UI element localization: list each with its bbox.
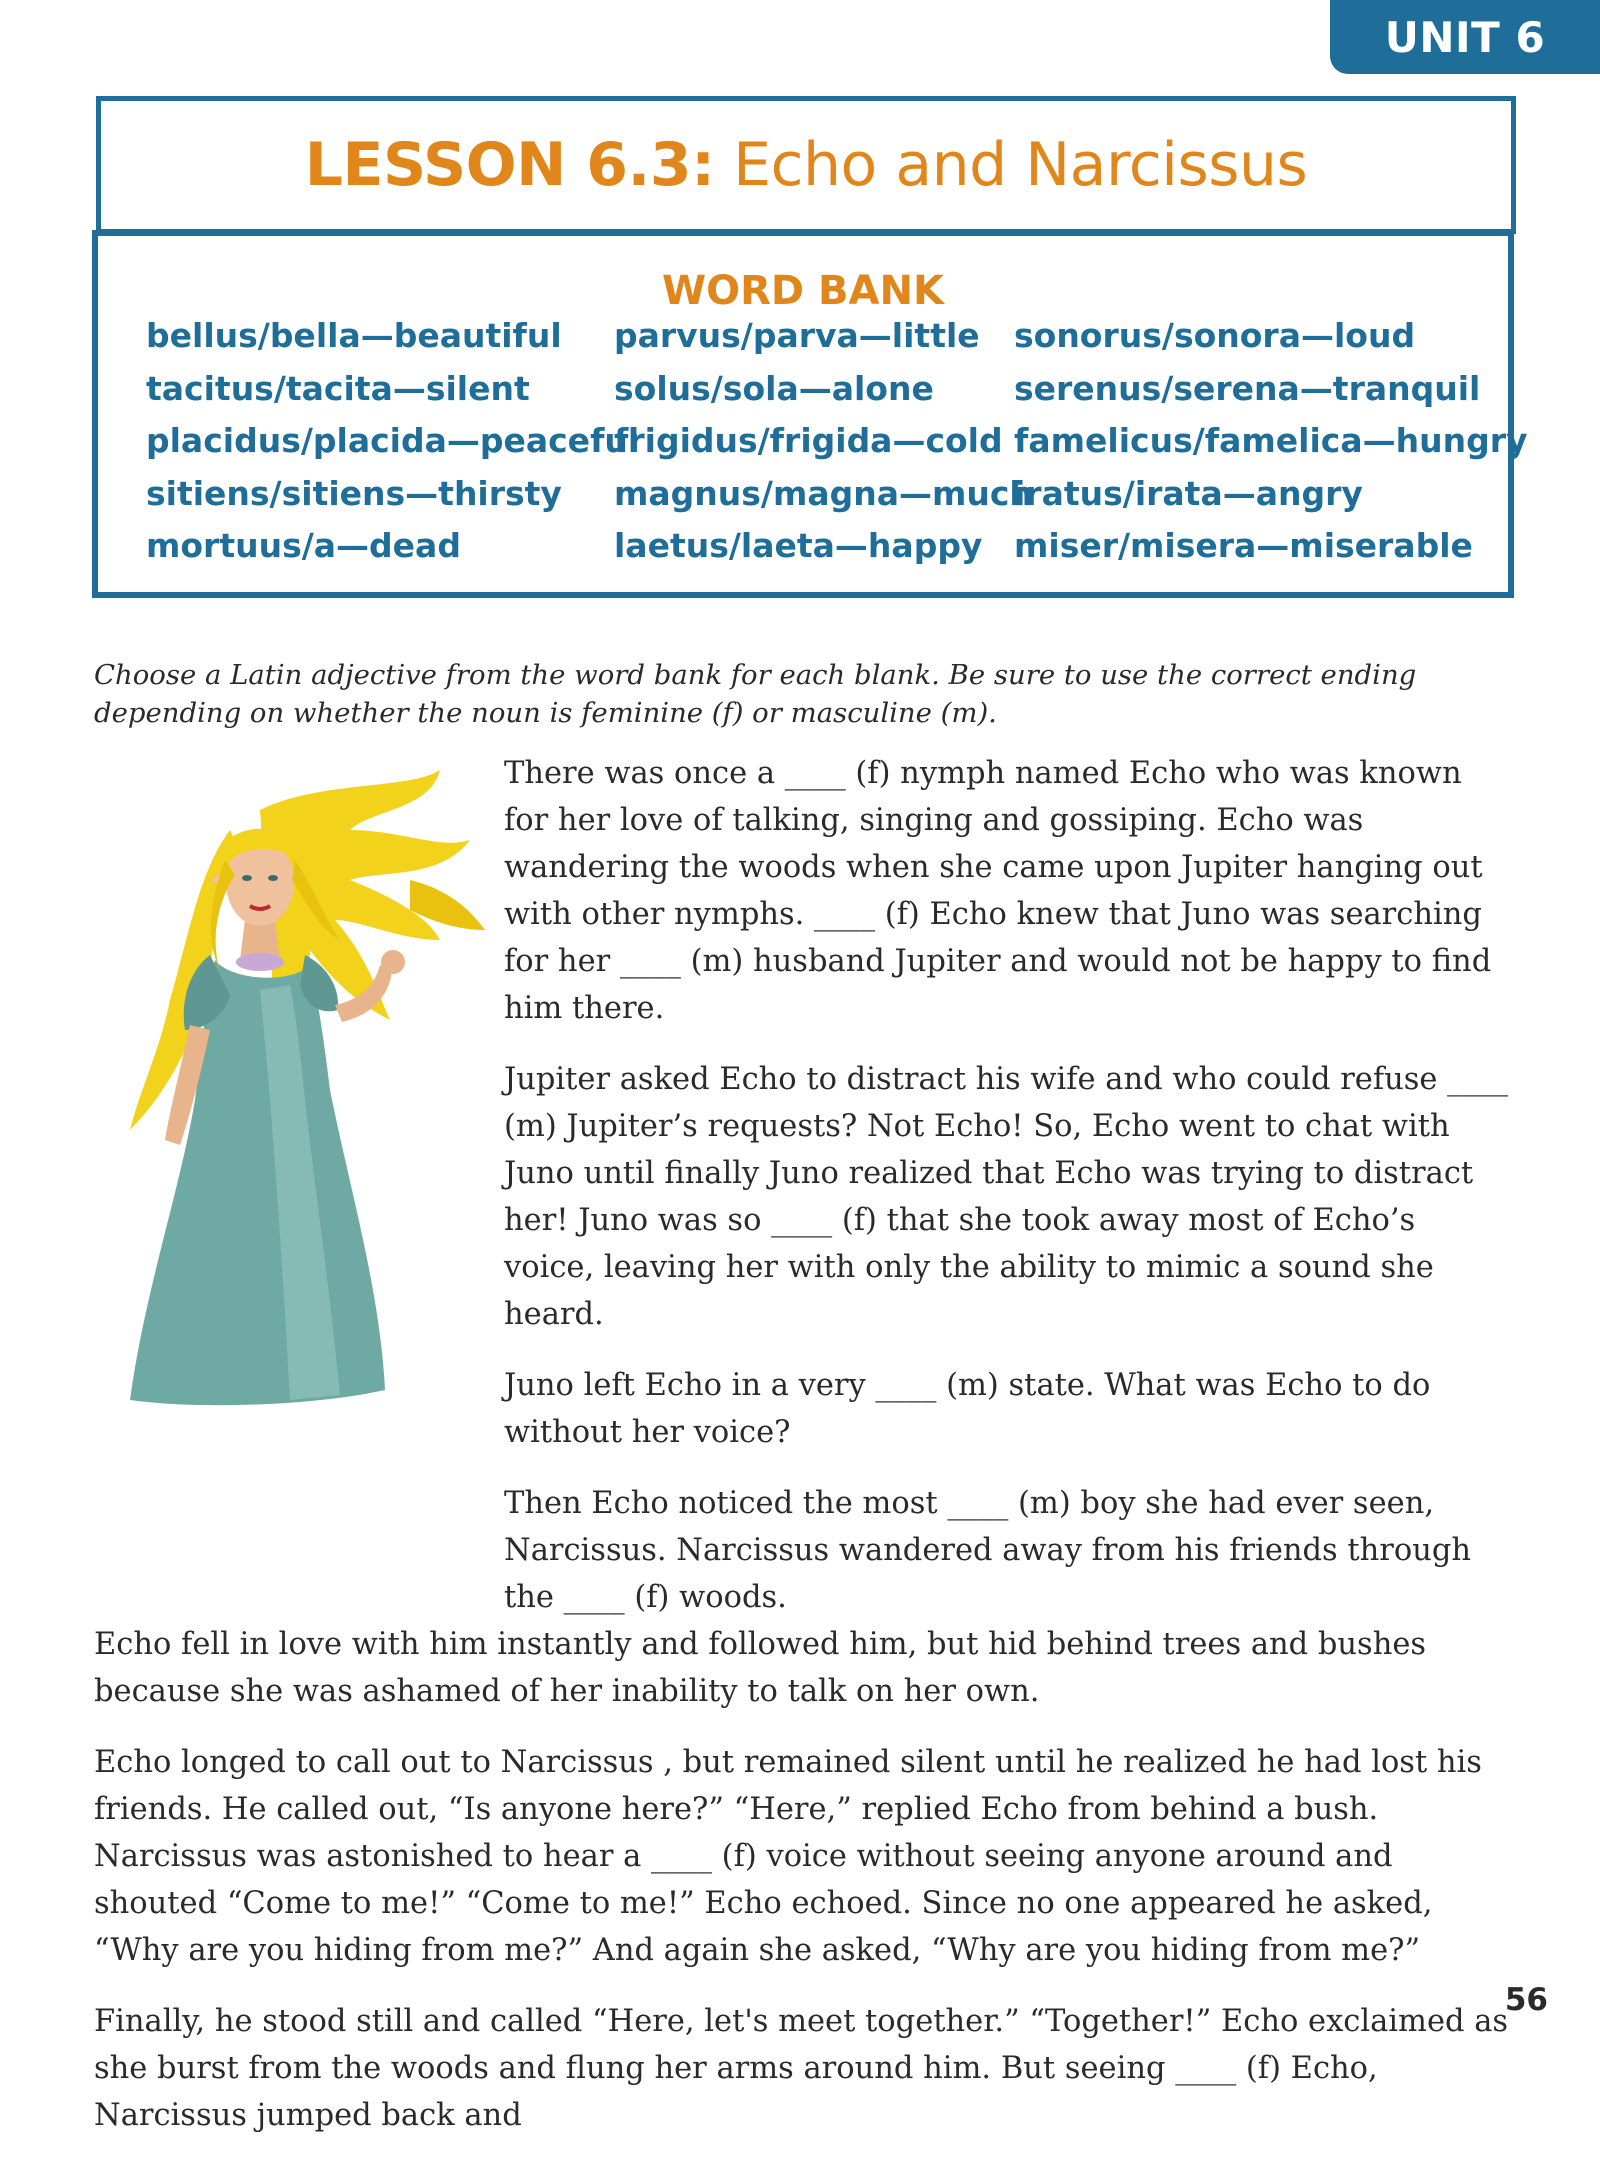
story-paragraph-4b: Echo fell in love with him instantly and followed him, but hid behind trees and bushes because she was ashamed of her inability to talk on her own. [94, 1627, 1427, 1709]
story-paragraph-1: There was once a ____ (f) nymph named Echo who was known for her love of talking, singing and gossiping. Echo was wandering the woods when she came upon Jupiter hanging out with other nymphs. ____ (f) Echo knew that Juno was searching for her ____ (m) husband Jupiter and would not be happy to find him there. [504, 756, 1492, 1026]
unit-tab [1330, 0, 1600, 74]
page-number: 56 [1504, 1982, 1548, 2018]
word-bank-entry: laetus/laeta—happy [614, 526, 983, 565]
lesson-title [305, 130, 1308, 200]
story-paragraph-4a: Then Echo noticed the most ____ (m) boy she had ever seen, Narcissus. Narcissus wandered away from his friends through the ____ (f) woods. [504, 1486, 1472, 1615]
word-bank-title: WORD BANK [662, 268, 944, 314]
story-paragraph-6: Finally, he stood still and called “Here, let's meet together.” “Together!” Echo exclaimed as she burst from the woods and flung her arms around him. But seeing ____ (f) Echo, Narcissus jumped back and [94, 2004, 1509, 2133]
instructions: Choose a Latin adjective from the word bank for each blank. Be sure to use the correct ending depending on whether the noun is feminine (f) or masculine (m). [94, 659, 1417, 729]
word-bank [92, 230, 1528, 598]
word-bank-entry: sonorus/sonora—loud [1014, 316, 1416, 355]
word-bank-entry: iratus/irata—angry [1014, 473, 1363, 513]
word-bank-entry: sitiens/sitiens—thirsty [146, 473, 562, 513]
word-bank-entry: miser/misera—miserable [1014, 526, 1473, 565]
word-bank-column-2 [614, 310, 1033, 573]
word-bank-entry: parvus/parva—little [614, 316, 980, 355]
lesson-name: Echo and Narcissus [714, 130, 1308, 200]
word-bank-entry: placidus/placida—peaceful [146, 421, 640, 460]
lesson-number: LESSON 6.3: [304, 130, 715, 200]
story-text [94, 750, 1514, 2163]
word-bank-entry: solus/sola—alone [614, 368, 934, 408]
word-bank-entry: famelicus/famelica—hungry [1014, 421, 1528, 460]
story-indented-block [94, 750, 1514, 1621]
word-bank-entry: serenus/serena—tranquil [1014, 368, 1481, 408]
story-paragraph-5: Echo longed to call out to Narcissus , but remained silent until he realized he had lost his friends. He called out, “Is anyone here?” “Here,” replied Echo from behind a bush. Narcissus was astonished to hear a ____ (f) voice without seeing anyone around and shouted “Come to me!” “Come to me!” Echo echoed. Since no one appeared he asked, “Why are you hiding from me?” And again she asked, “Why are you hiding from me?” [94, 1745, 1482, 1968]
story-paragraph-3: Juno left Echo in a very ____ (m) state. What was Echo to do without her voice? [504, 1368, 1431, 1450]
word-bank-column-3 [1014, 310, 1528, 573]
lesson-title-box [96, 96, 1516, 234]
word-bank-column-1 [146, 310, 639, 573]
word-bank-entry: frigidus/frigida—cold [614, 421, 1003, 460]
word-bank-entry: mortuus/a—dead [146, 526, 461, 565]
word-bank-entry: bellus/bella—beautiful [146, 316, 562, 355]
unit-label: UNIT 6 [1384, 12, 1546, 62]
story-paragraph-2: Jupiter asked Echo to distract his wife and who could refuse ____ (m) Jupiter’s requests? Not Echo! So, Echo went to chat with Juno until finally Juno realized that Echo was trying to distract her! Juno was so ____ (f) that she took away most of Echo’s voice, leaving her with only the ability to mimic a sound she heard. [504, 1062, 1509, 1332]
word-bank-entry: tacitus/tacita—silent [146, 368, 530, 408]
word-bank-entry: magnus/magna—much [614, 473, 1033, 513]
